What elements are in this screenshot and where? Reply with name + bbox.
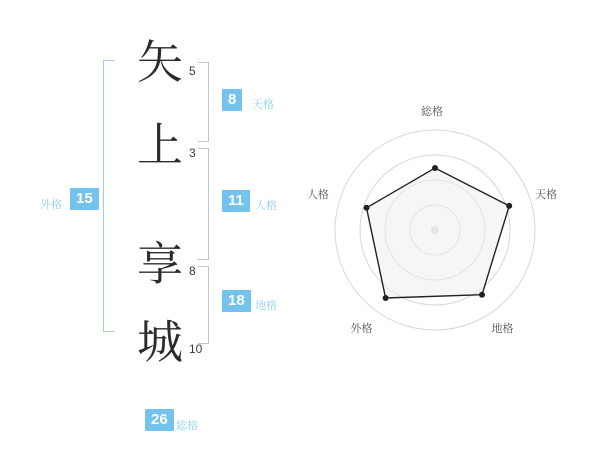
jinkaku-value: 11: [222, 190, 250, 212]
chikaku-bracket: [198, 266, 209, 344]
radar-axis-label: 人格: [306, 188, 329, 201]
radar-axis-label: 地格: [491, 323, 514, 336]
kanji-char-4: 城: [137, 317, 183, 368]
outer-bracket: [103, 60, 114, 332]
tenkaku-bracket: [198, 62, 209, 142]
tenkaku-label: 天格: [252, 99, 274, 111]
radar-axis-label: 総格: [421, 106, 443, 118]
outer-value: 15: [70, 188, 99, 210]
radar-svg: [310, 105, 560, 355]
tenkaku-value: 8: [222, 89, 242, 111]
chikaku-value: 18: [222, 290, 251, 312]
kanji-char-1: 矢: [137, 37, 183, 88]
jinkaku-bracket: [198, 148, 209, 260]
radar-axis-label: 外格: [350, 323, 373, 336]
stroke-count-2: 3: [189, 146, 196, 160]
jinkaku-label: 人格: [255, 200, 277, 212]
outer-label: 外格: [40, 199, 62, 211]
soukaku-value: 26: [145, 409, 174, 431]
radar-axis-label: 天格: [535, 188, 558, 201]
radar-chart: [306, 105, 560, 360]
stroke-count-4: 10: [189, 342, 203, 356]
chikaku-label: 地格: [255, 300, 277, 312]
stroke-count-3: 8: [189, 264, 196, 278]
soukaku-label: 総格: [176, 420, 198, 432]
kanji-char-2: 上: [137, 120, 183, 171]
stroke-count-1: 5: [189, 64, 196, 78]
kanji-char-3: 享: [137, 239, 183, 290]
